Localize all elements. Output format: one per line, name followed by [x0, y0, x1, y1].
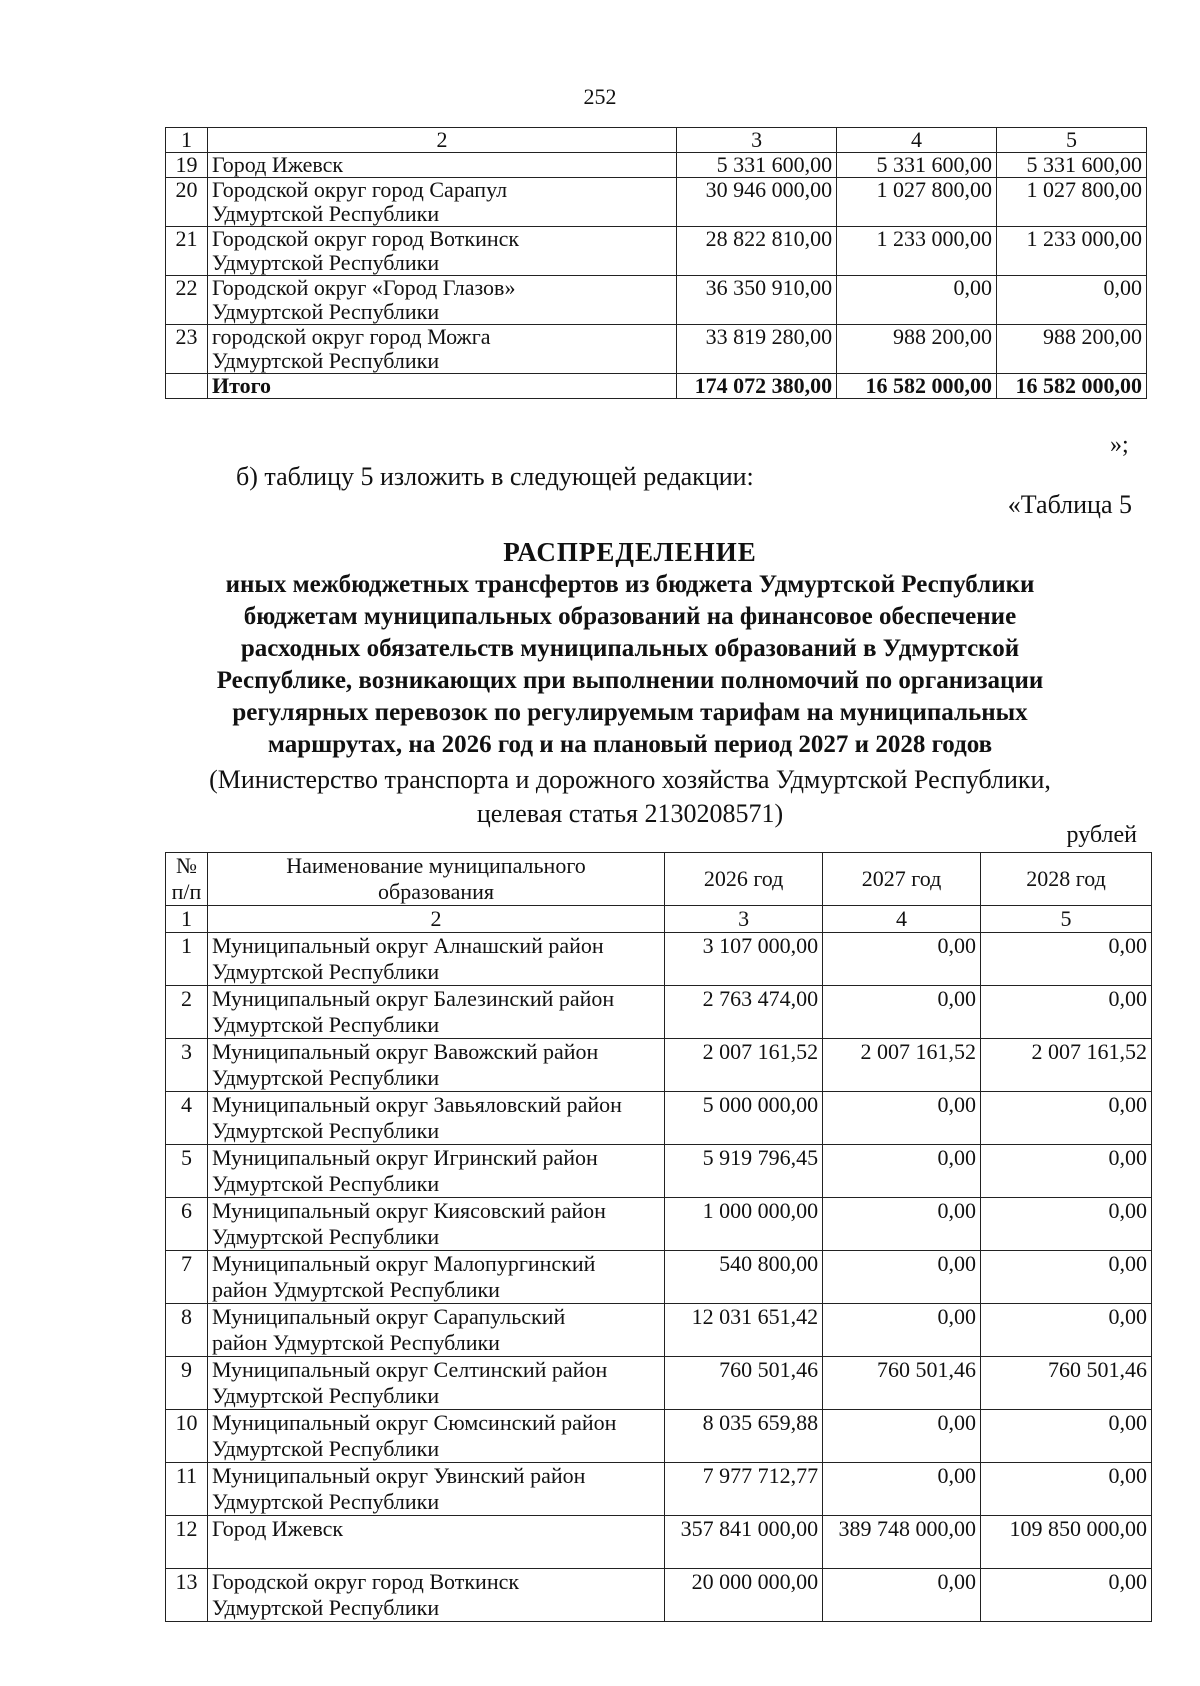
paragraph-b: б) таблицу 5 изложить в следующей редакции:	[236, 462, 754, 491]
value-2028: 0,00	[981, 1463, 1152, 1516]
table-row	[166, 227, 1147, 276]
table-row	[166, 933, 1152, 986]
municipality-name	[207, 227, 676, 276]
table-row	[166, 1251, 1152, 1304]
header-2026: 2026 год	[665, 853, 823, 906]
heading-subtitle-line: иных межбюджетных трансфертов из бюджета Удмуртской Республики	[225, 571, 1035, 598]
total-label: Итого	[207, 374, 676, 399]
column-number: 1	[166, 128, 208, 153]
value-2028: 0,00	[981, 1198, 1152, 1251]
row-number: 22	[166, 276, 208, 325]
value-2027: 988 200,00	[837, 325, 997, 374]
table-body	[166, 933, 1152, 1622]
name-line: Муниципальный округ Сюмсинский район	[211, 1410, 617, 1435]
value-2027: 760 501,46	[823, 1357, 981, 1410]
name-line: Удмуртской Республики	[211, 959, 440, 984]
value-2028: 0,00	[981, 986, 1152, 1039]
value-2027: 0,00	[823, 1410, 981, 1463]
row-number: 11	[166, 1463, 208, 1516]
row-number: 5	[166, 1145, 208, 1198]
name-line: Удмуртской Республики	[211, 1595, 440, 1620]
name-line: Удмуртской Республики	[211, 201, 440, 226]
name-line: Удмуртской Республики	[211, 1118, 440, 1143]
name-line: Муниципальный округ Вавожский район	[211, 1039, 599, 1064]
table-row	[166, 1410, 1152, 1463]
column-number: 4	[823, 906, 981, 933]
table-row	[166, 1357, 1152, 1410]
total-2028: 16 582 000,00	[997, 374, 1147, 399]
name-line: район Удмуртской Республики	[211, 1277, 500, 1302]
name-line: Удмуртской Республики	[211, 1489, 440, 1514]
heading-subtitle-line: бюджетам муниципальных образований на финансовое обеспечение	[243, 603, 1017, 630]
row-number: 21	[166, 227, 208, 276]
value-2028: 0,00	[981, 933, 1152, 986]
total-row	[166, 374, 1147, 399]
municipality-name	[207, 986, 664, 1039]
column-number: 3	[677, 128, 837, 153]
value-2028: 0,00	[997, 276, 1147, 325]
value-2026: 20 000 000,00	[665, 1569, 823, 1622]
name-line: Удмуртской Республики	[211, 1012, 440, 1037]
row-number: 7	[166, 1251, 208, 1304]
ministry-line: целевая статья 2130208571)	[476, 799, 784, 828]
value-2026: 5 919 796,45	[665, 1145, 823, 1198]
row-number: 23	[166, 325, 208, 374]
row-number: 1	[166, 933, 208, 986]
table-row	[166, 1092, 1152, 1145]
transfers-table-continuation	[165, 127, 1147, 399]
heading-subtitle-line: расходных обязательств муниципальных образований в Удмуртской	[240, 635, 1020, 662]
header-2028: 2028 год	[981, 853, 1152, 906]
row-number: 3	[166, 1039, 208, 1092]
municipality-name	[207, 1410, 664, 1463]
header-line: п/п	[171, 879, 202, 904]
name-line: Муниципальный округ Малопургинский	[211, 1251, 596, 1276]
value-2027: 0,00	[823, 1251, 981, 1304]
table-row	[166, 1463, 1152, 1516]
value-2026: 5 331 600,00	[677, 153, 837, 178]
total-2027: 16 582 000,00	[837, 374, 997, 399]
table-row	[166, 153, 1147, 178]
name-line: Муниципальный округ Киясовский район	[211, 1198, 606, 1223]
value-2028: 2 007 161,52	[981, 1039, 1152, 1092]
ministry-line: (Министерство транспорта и дорожного хозяйства Удмуртской Республики,	[209, 765, 1051, 794]
value-2026: 12 031 651,42	[665, 1304, 823, 1357]
value-2028: 0,00	[981, 1145, 1152, 1198]
table-row	[166, 1569, 1152, 1622]
value-2027: 5 331 600,00	[837, 153, 997, 178]
transfers-table-5	[165, 852, 1152, 1622]
column-number: 4	[837, 128, 997, 153]
value-2027: 0,00	[823, 1569, 981, 1622]
value-2026: 357 841 000,00	[665, 1516, 823, 1569]
name-line: Удмуртской Республики	[211, 348, 440, 373]
column-number: 5	[997, 128, 1147, 153]
value-2026: 760 501,46	[665, 1357, 823, 1410]
value-2027: 2 007 161,52	[823, 1039, 981, 1092]
value-2028: 0,00	[981, 1092, 1152, 1145]
municipality-name	[207, 1198, 664, 1251]
name-line: Городской округ «Город Глазов»	[211, 275, 516, 300]
value-2028: 5 331 600,00	[997, 153, 1147, 178]
row-number: 12	[166, 1516, 208, 1569]
value-2026: 2 007 161,52	[665, 1039, 823, 1092]
closing-quote: »;	[1110, 432, 1129, 458]
value-2026: 30 946 000,00	[677, 178, 837, 227]
column-number: 1	[166, 906, 208, 933]
value-2028: 1 027 800,00	[997, 178, 1147, 227]
value-2026: 2 763 474,00	[665, 986, 823, 1039]
header-line: Наименование муниципального	[286, 853, 586, 878]
value-2028: 988 200,00	[997, 325, 1147, 374]
currency-unit: рублей	[1066, 822, 1137, 848]
name-line: Удмуртской Республики	[211, 1171, 440, 1196]
name-line: Удмуртской Республики	[211, 1065, 440, 1090]
municipality-name	[207, 153, 676, 178]
row-number: 13	[166, 1569, 208, 1622]
value-2026: 36 350 910,00	[677, 276, 837, 325]
municipality-name	[207, 1357, 664, 1410]
column-number: 3	[665, 906, 823, 933]
total-2026: 174 072 380,00	[677, 374, 837, 399]
value-2026: 540 800,00	[665, 1251, 823, 1304]
heading-title: РАСПРЕДЕЛЕНИЕ	[503, 537, 757, 567]
value-2026: 8 035 659,88	[665, 1410, 823, 1463]
header-name	[207, 853, 664, 906]
value-2027: 0,00	[823, 1463, 981, 1516]
name-line: Муниципальный округ Увинский район	[211, 1463, 586, 1488]
name-line: Удмуртской Республики	[211, 250, 440, 275]
value-2028: 0,00	[981, 1410, 1152, 1463]
value-2028: 0,00	[981, 1304, 1152, 1357]
column-number-row	[166, 128, 1147, 153]
municipality-name	[207, 178, 676, 227]
municipality-name	[207, 1251, 664, 1304]
table-row	[166, 325, 1147, 374]
value-2027: 0,00	[823, 1198, 981, 1251]
name-line: Удмуртской Республики	[211, 299, 440, 324]
heading-subtitle-line: маршрутах, на 2026 год и на плановый период 2027 и 2028 годов	[267, 731, 993, 758]
name-line: район Удмуртской Республики	[211, 1330, 500, 1355]
value-2026: 5 000 000,00	[665, 1092, 823, 1145]
table-row	[166, 1516, 1152, 1569]
value-2028: 0,00	[981, 1569, 1152, 1622]
value-2027: 0,00	[823, 933, 981, 986]
name-line: Городской округ город Воткинск	[211, 226, 520, 251]
name-line: Муниципальный округ Селтинский район	[211, 1357, 608, 1382]
empty-cell	[166, 374, 208, 399]
municipality-name	[207, 1516, 664, 1569]
value-2027: 1 233 000,00	[837, 227, 997, 276]
value-2028: 0,00	[981, 1251, 1152, 1304]
column-number-row	[166, 906, 1152, 933]
municipality-name	[207, 276, 676, 325]
name-line: Городской округ город Сарапул	[211, 177, 508, 202]
municipality-name	[207, 933, 664, 986]
value-2026: 3 107 000,00	[665, 933, 823, 986]
row-number: 9	[166, 1357, 208, 1410]
row-number: 2	[166, 986, 208, 1039]
header-row	[166, 853, 1152, 906]
name-line: Муниципальный округ Балезинский район	[211, 986, 615, 1011]
municipality-name	[207, 325, 676, 374]
name-line: Удмуртской Республики	[211, 1383, 440, 1408]
value-2027: 0,00	[823, 1304, 981, 1357]
header-2027: 2027 год	[823, 853, 981, 906]
value-2027: 0,00	[823, 1145, 981, 1198]
heading-subtitle-line: Республике, возникающих при выполнении полномочий по организации	[216, 667, 1044, 694]
header-line: №	[175, 853, 197, 878]
municipality-name	[207, 1569, 664, 1622]
name-line: Городской округ город Воткинск	[211, 1569, 520, 1594]
name-line: Муниципальный округ Сарапульский	[211, 1304, 566, 1329]
value-2026: 33 819 280,00	[677, 325, 837, 374]
header-num	[166, 853, 208, 906]
table-row	[166, 276, 1147, 325]
table-row	[166, 1198, 1152, 1251]
value-2028: 760 501,46	[981, 1357, 1152, 1410]
column-number: 2	[207, 128, 676, 153]
page-number: 252	[583, 84, 617, 109]
municipality-name	[207, 1304, 664, 1357]
name-line: Город Ижевск	[211, 152, 344, 177]
value-2027: 0,00	[837, 276, 997, 325]
value-2027: 389 748 000,00	[823, 1516, 981, 1569]
row-number: 19	[166, 153, 208, 178]
row-number: 8	[166, 1304, 208, 1357]
row-number: 10	[166, 1410, 208, 1463]
name-line: Удмуртской Республики	[211, 1436, 440, 1461]
table-row	[166, 1039, 1152, 1092]
name-line: Удмуртской Республики	[211, 1224, 440, 1249]
name-line: Город Ижевск	[211, 1516, 344, 1541]
value-2027: 0,00	[823, 1092, 981, 1145]
row-number: 20	[166, 178, 208, 227]
value-2026: 7 977 712,77	[665, 1463, 823, 1516]
municipality-name	[207, 1463, 664, 1516]
value-2028: 109 850 000,00	[981, 1516, 1152, 1569]
value-2026: 1 000 000,00	[665, 1198, 823, 1251]
municipality-name	[207, 1092, 664, 1145]
column-number: 5	[981, 906, 1152, 933]
name-line: городской округ город Можга	[211, 324, 491, 349]
table-row	[166, 1145, 1152, 1198]
table-heading	[150, 535, 1110, 829]
value-2027: 1 027 800,00	[837, 178, 997, 227]
header-line: образования	[378, 879, 495, 904]
municipality-name	[207, 1145, 664, 1198]
name-line: Муниципальный округ Игринский район	[211, 1145, 598, 1170]
row-number: 4	[166, 1092, 208, 1145]
name-line: Муниципальный округ Алнашский район	[211, 933, 604, 958]
table-label: «Таблица 5	[1007, 490, 1132, 519]
table-row	[166, 986, 1152, 1039]
table-row	[166, 1304, 1152, 1357]
table-row	[166, 178, 1147, 227]
heading-subtitle-line: регулярных перевозок по регулируемым тарифам на муниципальных	[232, 699, 1028, 726]
name-line: Муниципальный округ Завьяловский район	[211, 1092, 622, 1117]
value-2028: 1 233 000,00	[997, 227, 1147, 276]
column-number: 2	[207, 906, 664, 933]
value-2027: 0,00	[823, 986, 981, 1039]
row-number: 6	[166, 1198, 208, 1251]
value-2026: 28 822 810,00	[677, 227, 837, 276]
municipality-name	[207, 1039, 664, 1092]
